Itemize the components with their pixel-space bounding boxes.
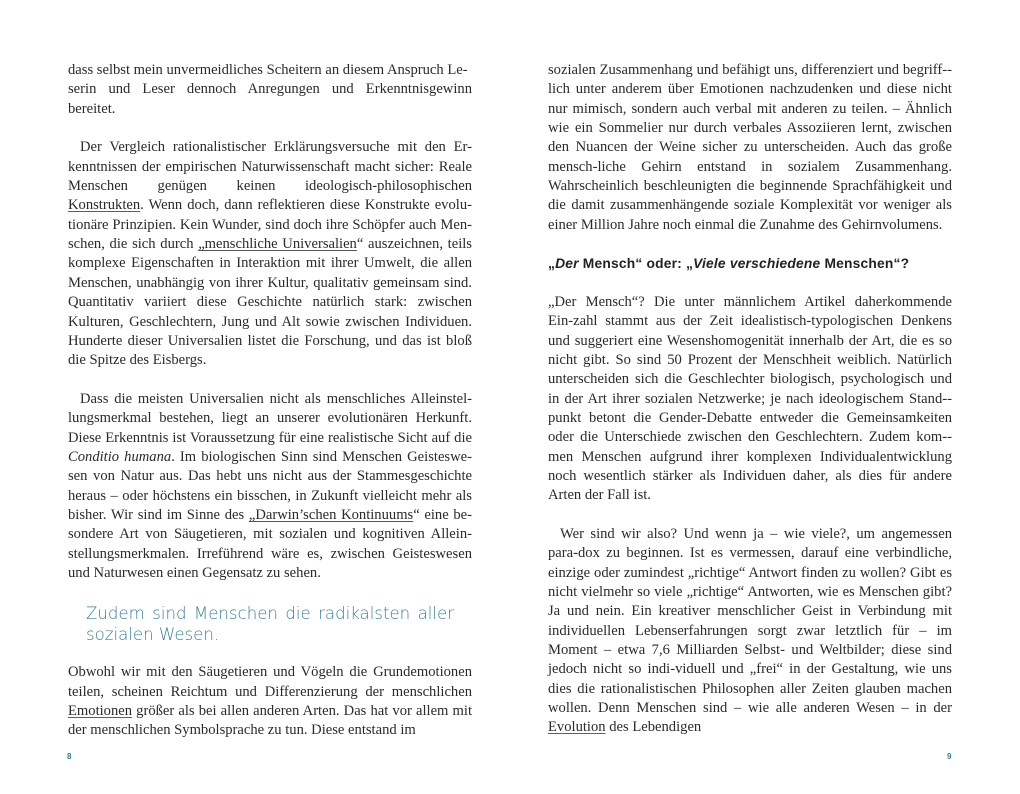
page-number-left: 8 — [67, 752, 72, 761]
right-page — [510, 0, 1020, 794]
italic-conditio-humana: Conditio humana — [68, 448, 172, 465]
heading-italic: Der — [555, 256, 579, 272]
link-konstrukten[interactable]: Konstrukten — [68, 197, 141, 214]
text-segment: Obwohl wir mit den Säugetieren und Vögeln die Grundemotionen teilen, scheinen Reichtum und Differenzierung der menschlichen — [68, 664, 472, 700]
text-segment: Dass die meisten Universalien nicht als menschliches Alleinstel- — [80, 390, 472, 407]
paragraph-3 — [548, 525, 952, 738]
link-evolution[interactable]: Evolution — [548, 719, 606, 736]
text-segment: kenntnissen der empirischen Naturwissenschaft macht sicher: Reale Menschen genügen keinen ideologisch-philosophischen — [68, 158, 472, 195]
text-segment: . Wenn doch, dann reflektieren diese Konstrukte evolu- — [140, 197, 472, 214]
text-segment: “ auszeichnen, teils komplexe Eigenschaften in Interaktion mit ihrer Umwelt, die allen Menschen, unabhängig von ihrer Kultur, qualitativ gemeinsam sind. Quantitativ variiert diese Geschichte natürlich stark: zwischen Kulturen, Geschlechtern, Jung und Alt sowie zwischen Individuen. Hunderte dieser Universalien listet die Forschung, und das ist bloß die Spitze des Eisbergs. — [68, 236, 472, 369]
text-segment: “ eine be- — [413, 507, 473, 523]
heading-text: Mensch“ oder: „ — [578, 256, 694, 272]
link-menschliche-universalien[interactable]: „menschliche Universalien — [198, 236, 357, 253]
pull-quote: Zudem sind Menschen die radikalsten aller sozialen Wesen. — [86, 604, 454, 645]
text-segment: lungsmerkmal bestehen, liegt an unserer evolutionären Herkunft. Diese Erkenntnis ist Voraussetzung für eine realistische Sicht auf die — [68, 410, 472, 446]
paragraph-2 — [68, 138, 472, 370]
section-heading — [548, 254, 952, 273]
text-segment: stellungsmerkmalen. Irreführend wäre es, zwischen Geisteswesen und Naturwesen einen Gegensatz zu sehen. — [68, 545, 472, 582]
paragraph-2: „Der Mensch“? Die unter männlichem Artikel daherkommende Ein-zahl stammt aus der Zeit idealistisch-typologischen Denkens und suggeriert eine Wesenshomogenität innerhalb der Art, die es so nicht gibt. So sind 50 Prozent der Menschheit weiblich. Natürlich unterscheiden sich die Geschlechter biologisch, psychologisch und in der Art ihrer sozialen Netzwerke; je nach ideologischem Stand-punkt betont die Gender-Debatte entweder die Gemeinsamkeiten oder die Unterschiede zwischen den Geschlechtern. Zudem kom-men Menschen aufgrund ihrer komplexen Individualentwicklung noch wesentlich stärker als Individuen daher, als dies für andere Arten der Fall ist. — [548, 293, 952, 504]
heading-italic: Viele verschiedene — [693, 256, 821, 272]
paragraph-4 — [68, 663, 472, 740]
text-line: dass selbst mein unvermeidliches Scheitern an diesem Anspruch Le- — [68, 62, 468, 78]
heading-text: Menschen“? — [820, 256, 910, 272]
text-segment: tionäre Prinzipien. Kein Wunder, sind doch ihre Schöpfer auch Men- — [68, 216, 472, 233]
left-text-column — [68, 61, 472, 741]
text-line: serin und Leser dennoch Anregungen und Erkenntnisgewinn bereitet. — [68, 81, 472, 117]
text-segment: größer als bei allen anderen Arten. Das hat vor allem mit der menschlichen Symbolsprache zu tun. Diese entstand im — [68, 703, 472, 739]
link-emotionen[interactable]: Emotionen — [68, 703, 133, 720]
paragraph-3 — [68, 390, 472, 583]
text-segment: Wer sind wir also? Und wenn ja – wie viele?, um angemessen para-dox zu beginnen. Ist es vermessen, darauf eine verbindliche, einzige oder zumindest „richtige“ Antwort finden zu wollen? Gibt es nicht vielmehr so viele „richtige“ Antworten, wie es Menschen gibt? Ja und nein. Ein kreativer menschlicher Geist in Verbindung mit individuellen Lebenserfahrungen sorgt zwar letztlich für – im Moment – etwa 7,6 Milliarden Selbst- und Weltbilder; diese sind jedoch nicht so indi-viduell und „frei“ in der Gestaltung, wie uns dies die rationalistischen Philosophen aller Zeiten glauben machen wollen. Denn Menschen sind – wie alle anderen Wesen – in der — [548, 526, 952, 717]
paragraph-1 — [68, 61, 472, 119]
right-text-column — [548, 61, 952, 738]
page-number-right: 9 — [947, 752, 952, 761]
link-darwinschen-kontinuums[interactable]: „Darwin’schen Kontinuums — [248, 507, 414, 523]
heading-text: „ — [548, 256, 556, 272]
paragraph-1: sozialen Zusammenhang und befähigt uns, differenziert und begriff-lich unter anderem über Emotionen nachzudenken und diese nicht nur mimisch, sondern auch verbal mit anderen zu teilen. – Ähnlich wie ein Sommelier nur durch verbales Assoziieren lernt, zwischen den Nuancen der Weine sicher zu unterscheiden. Auch das große mensch-liche Gehirn entstand in sozialem Zusammenhang. Wahrscheinlich beschleunigten die beginnende Sprachfähigkeit und die damit zusammenhängende soziale Komplexität vor weniger als einer Million Jahre noch einmal die Zunahme des Gehirnvolumens. — [548, 62, 952, 233]
text-segment: sondere Art von Säugetieren, mit sozialen und kognitiven Allein- — [68, 526, 472, 543]
text-segment: des Lebendigen — [605, 719, 702, 736]
text-segment: Der Vergleich rationalistischer Erklärungsversuche mit den Er- — [80, 139, 472, 156]
text-segment: . Im biologischen Sinn sind Menschen Geisteswe- — [171, 448, 472, 465]
text-segment: schen, die sich durch — [68, 236, 199, 253]
text-segment: sen von Natur aus. Das hebt uns nicht aus der Stammesgeschichte heraus – oder höchstens ein bisschen, in Zukunft vielleicht mehr als bisher. Wir sind im Sinne des — [68, 468, 472, 523]
